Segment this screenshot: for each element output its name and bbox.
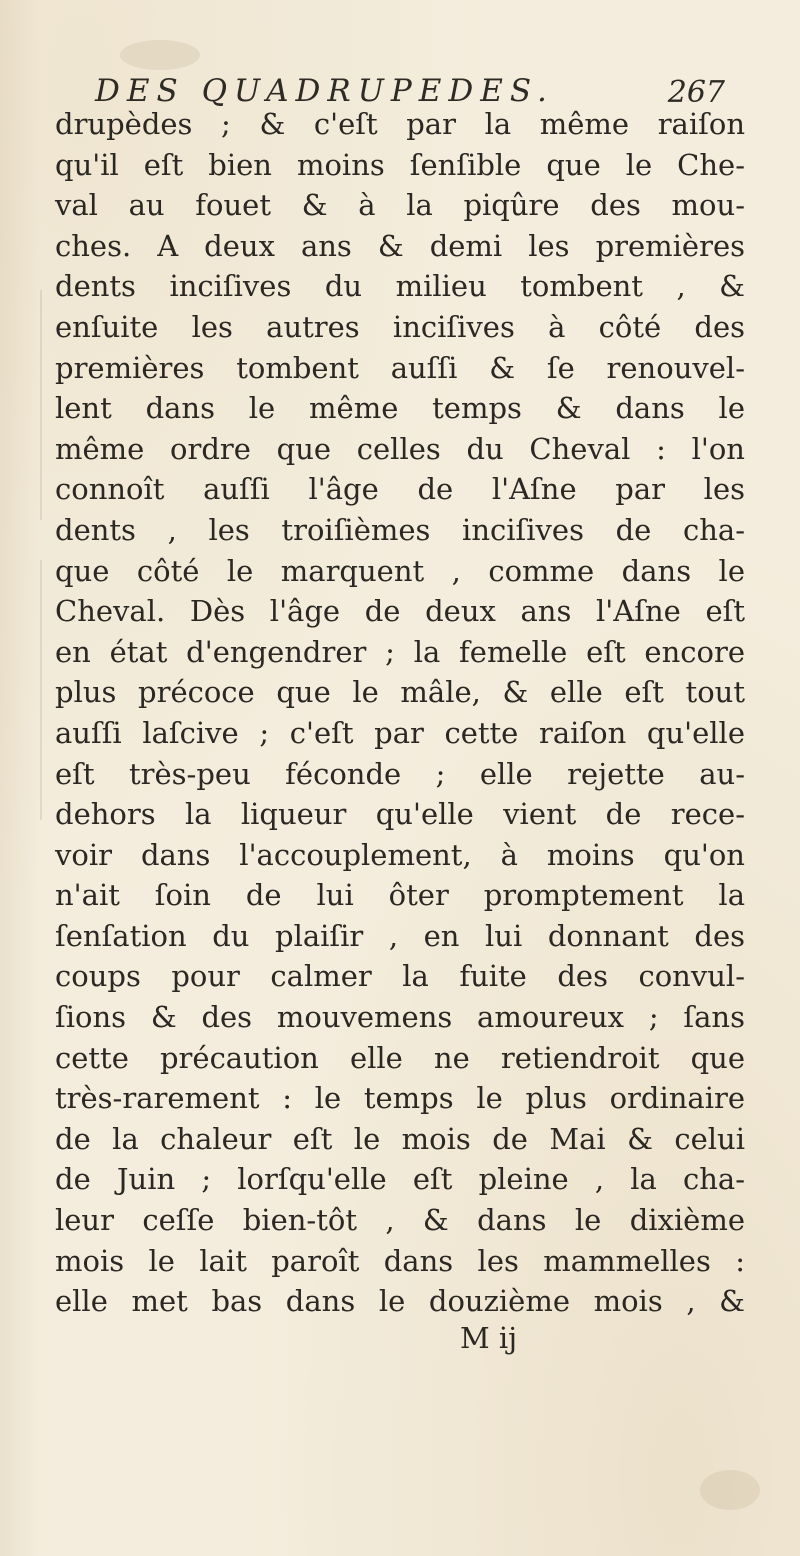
text-line: dehors la liqueur qu'elle vient de rece- [55, 797, 745, 832]
text-line: eſt très-peu féconde ; elle rejette au- [55, 756, 745, 791]
text-line: premières tombent auſſi & ſe renouvel- [55, 350, 745, 385]
signature-mark: M ij [460, 1321, 518, 1355]
text-line: voir dans l'accouplement, à moins qu'on [55, 837, 745, 872]
text-line: n'ait ſoin de lui ôter promptement la [55, 878, 745, 913]
paper-stain [120, 40, 200, 70]
paper-stain [700, 1470, 760, 1510]
running-title: DES QUADRUPEDES. [95, 73, 554, 109]
text-line: très-rarement : le temps le plus ordinaire [55, 1081, 745, 1116]
page-number: 267 [667, 75, 725, 110]
text-line: Cheval. Dès l'âge de deux ans l'Aſne eſt [55, 594, 745, 629]
text-line: auſſi laſcive ; c'eſt par cette raiſon qu'elle [55, 715, 745, 750]
text-line: qu'il eſt bien moins ſenſible que le Che- [55, 147, 745, 182]
text-line: connoît auſſi l'âge de l'Aſne par les [55, 472, 745, 507]
text-line: ſions & des mouvemens amoureux ; ſans [55, 1000, 745, 1035]
text-line: que côté le marquent , comme dans le [55, 553, 745, 588]
text-line: ſenſation du plaiſir , en lui donnant des [55, 918, 745, 953]
text-line: plus précoce que le mâle, & elle eſt tout [55, 675, 745, 710]
text-line: coups pour calmer la fuite des convul- [55, 959, 745, 994]
text-line: cette précaution elle ne retiendroit que [55, 1040, 745, 1075]
page-gutter-shadow [40, 560, 42, 820]
page-gutter-shadow [40, 290, 42, 520]
text-line: même ordre que celles du Cheval : l'on [55, 431, 745, 466]
text-line: elle met bas dans le douzième mois , & [55, 1284, 745, 1319]
text-line: de Juin ; lorſqu'elle eſt pleine , la cha- [55, 1162, 745, 1197]
text-line: de la chaleur eſt le mois de Mai & celui [55, 1121, 745, 1156]
text-line: enſuite les autres inciſives à côté des [55, 309, 745, 344]
text-line: dents , les troiſièmes inciſives de cha- [55, 512, 745, 547]
text-line: drupèdes ; & c'eſt par la même raiſon [55, 107, 745, 141]
text-line: lent dans le même temps & dans le [55, 391, 745, 426]
text-line: en état d'engendrer ; la femelle eſt encore [55, 634, 745, 669]
text-line: val au fouet & à la piqûre des mou- [55, 188, 745, 223]
text-line: mois le lait paroît dans les mammelles : [55, 1243, 745, 1278]
text-line: dents inciſives du milieu tombent , & [55, 269, 745, 304]
body-text [55, 104, 745, 1322]
text-line: ches. A deux ans & demi les premières [55, 228, 745, 263]
text-line: leur ceſſe bien-tôt , & dans le dixième [55, 1203, 745, 1238]
